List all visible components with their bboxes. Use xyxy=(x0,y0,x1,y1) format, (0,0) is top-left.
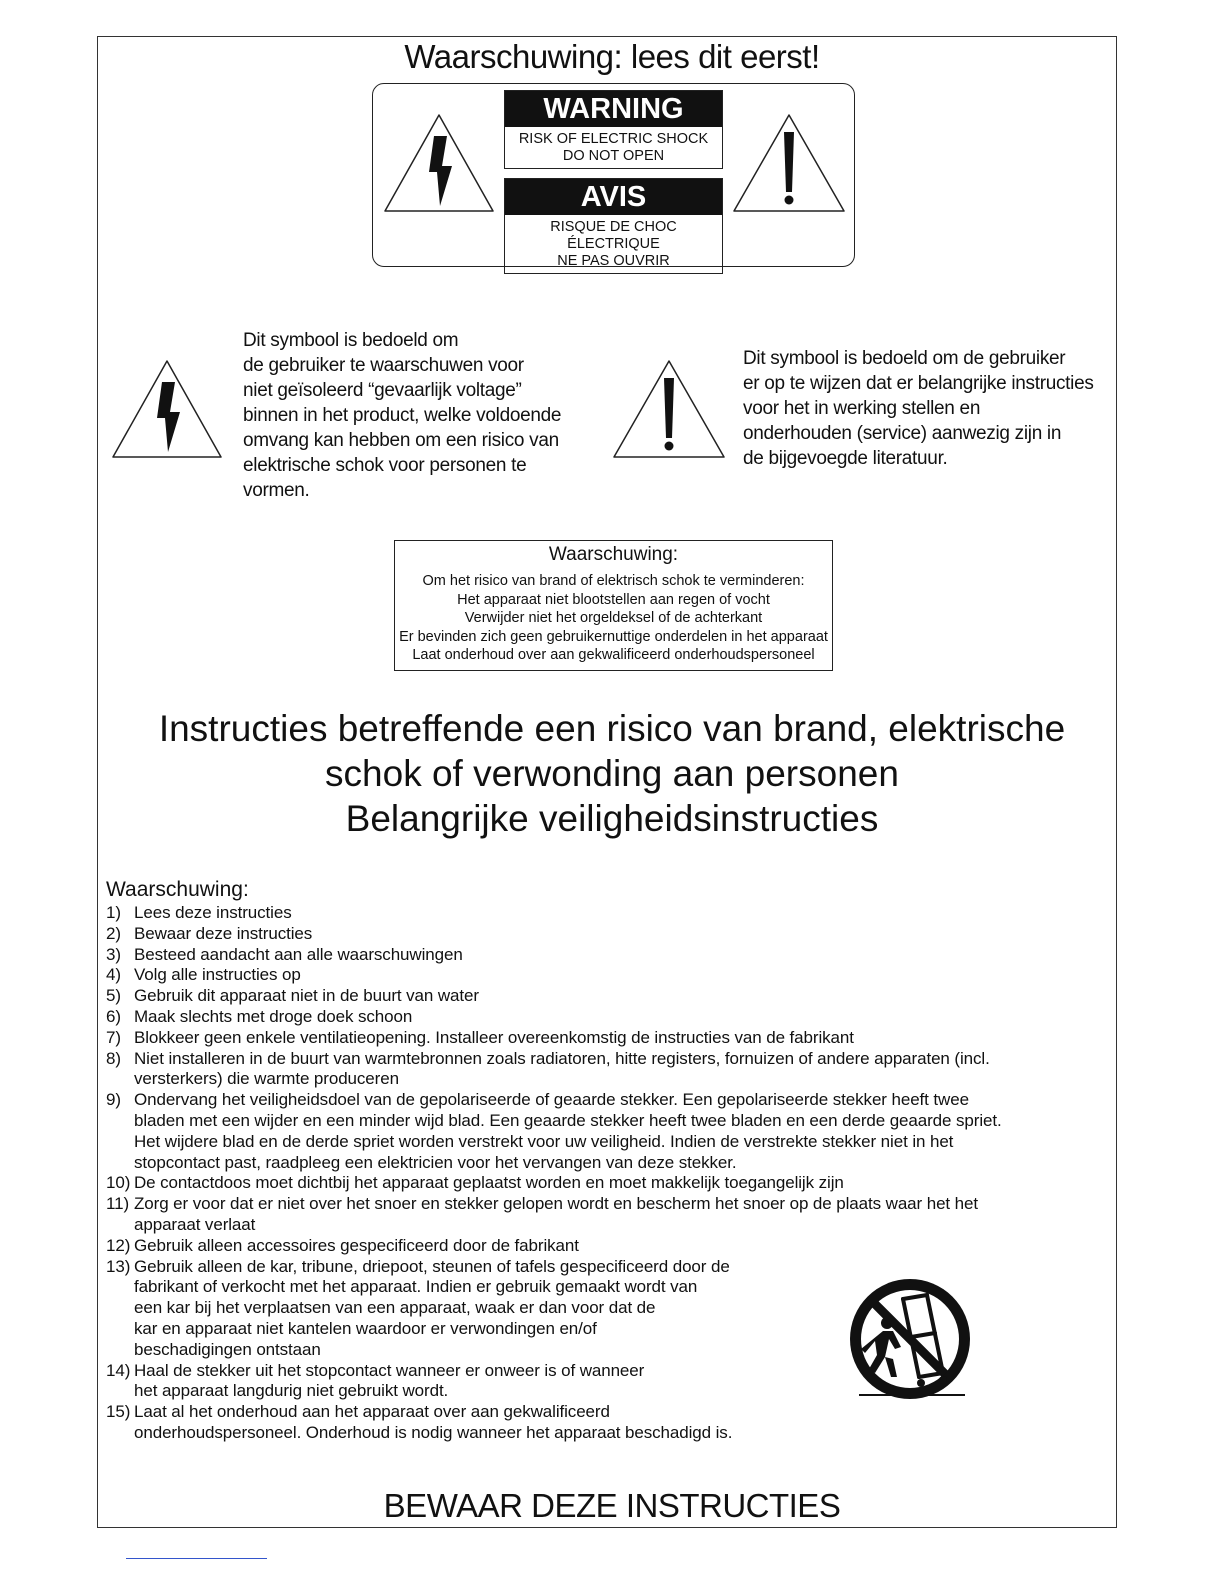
list-title: Waarschuwing: xyxy=(106,878,249,901)
notice-line: Verwijder niet het orgeldeksel of de achterkant xyxy=(464,610,763,627)
list-item: 12) Gebruik alleen accessoires gespecificeerd door de fabrikant xyxy=(106,1235,579,1255)
lightning-warning-icon xyxy=(382,112,496,214)
section-heading: Instructies betreffende een risico van brand, elektrische schok of verwonding aan personen Belangrijke veiligheidsinstructies xyxy=(158,708,1066,839)
list-item: 15) Laat al het onderhoud aan het apparaat over aan gekwalificeerd onderhoudspersoneel. Onderhoud is nodig wanneer het apparaat beschadigd is. xyxy=(106,1402,733,1442)
list-item: 11) Zorg er voor dat er niet over het snoer en stekker gelopen wordt en bescherm het snoer op de plaats waar het het apparaat verlaat xyxy=(106,1194,979,1234)
list-item: 3) Besteed aandacht aan alle waarschuwingen xyxy=(106,944,463,964)
notice-line: Om het risico van brand of elektrisch schok te verminderen: xyxy=(422,573,805,589)
list-item: 5) Gebruik dit apparaat niet in de buurt van water xyxy=(106,986,479,1006)
list-item: 7) Blokkeer geen enkele ventilatieopening. Installeer overeenkomstig de instructies van de fabrikant xyxy=(106,1027,854,1047)
lightning-symbol-icon xyxy=(110,358,224,460)
avis-label xyxy=(504,178,723,274)
exclamation-symbol-icon xyxy=(611,358,727,460)
list-item: 4) Volg alle instructies op xyxy=(106,965,301,985)
list-item: 9) Ondervang het veiligheidsdoel van de gepolariseerde of geaarde stekker. Een gepolariseerde stekker heeft twee bladen met een wijder en een minder wijd blad. Een geaarde stekker heeft twee bladen en een derde geaarde spriet. Het wijdere blad en de derde spriet worden verstrekt voor uw veiligheid. Indien de verstrekte stekker niet in het stopcontact past, raadpleeg een elektricien voor het vervangen van deze stekker. xyxy=(106,1090,1002,1172)
list-item: 6) Maak slechts met droge doek schoon xyxy=(106,1006,413,1026)
warning-label xyxy=(504,90,723,169)
warning-label-line1: RISK OF ELECTRIC SHOCK xyxy=(518,131,709,147)
exclamation-warning-icon xyxy=(731,112,847,214)
lightning-symbol-description: Dit symbool is bedoeld om de gebruiker te waarschuwen voor niet geïsoleerd “gevaarlijk voltage” binnen in het product, welke voldoende omvang kan hebben om een risico van elektrische schok voor personen te vormen. xyxy=(243,330,562,501)
list-item: 2) Bewaar deze instructies xyxy=(106,923,313,943)
list-item: 10) De contactdoos moet dichtbij het apparaat geplaatst worden en moet makkelijk toegangelijk zijn xyxy=(106,1173,844,1193)
notice-title: Waarschuwing: xyxy=(548,544,679,565)
notice-line: Er bevinden zich geen gebruikernuttige onderdelen in het apparaat xyxy=(399,628,828,645)
list-item: 14) Haal de stekker uit het stopcontact wanneer er onweer is of wanneer het apparaat langdurig niet gebruikt wordt. xyxy=(106,1360,645,1401)
footer-title: BEWAAR DEZE INSTRUCTIES xyxy=(383,1487,841,1524)
notice-box xyxy=(394,540,833,671)
footer-divider xyxy=(126,1558,267,1559)
avis-label-line1: RISQUE DE CHOC ÉLECTRIQUE xyxy=(550,219,677,252)
cart-tip-over-warning-icon xyxy=(845,1277,975,1402)
warning-label-heading: WARNING xyxy=(505,91,722,127)
list-item: 1) Lees deze instructies xyxy=(106,903,292,922)
list-item: 8) Niet installeren in de buurt van warmtebronnen zoals radiatoren, hitte registers, fornuizen of andere apparaten (incl. versterkers) die warmte produceren xyxy=(106,1048,990,1089)
page-title: Waarschuwing: lees dit eerst! xyxy=(404,38,820,75)
warning-label-line2: DO NOT OPEN xyxy=(562,148,665,164)
notice-line: Laat onderhoud over aan gekwalificeerd onderhoudspersoneel xyxy=(412,647,815,664)
avis-label-heading: AVIS xyxy=(505,179,722,215)
exclamation-symbol-description: Dit symbool is bedoeld om de gebruiker er op te wijzen dat er belangrijke instructies voor het in werking stellen en onderhouden (service) aanwezig zijn in de bijgevoegde literatuur. xyxy=(743,348,1094,469)
list-item: 13) Gebruik alleen de kar, tribune, driepoot, steunen of tafels gespecificeerd door de fabrikant of verkocht met het apparaat. Indien er gebruik gemaakt wordt van een kar bij het verplaatsen van een apparaat, waak er dan voor dat de kar en apparaat niet kantelen waardoor er verwondingen en/of beschadigingen ontstaan xyxy=(106,1256,730,1359)
avis-label-line2: NE PAS OUVRIR xyxy=(557,253,670,269)
notice-line: Het apparaat niet blootstellen aan regen of vocht xyxy=(457,591,770,608)
